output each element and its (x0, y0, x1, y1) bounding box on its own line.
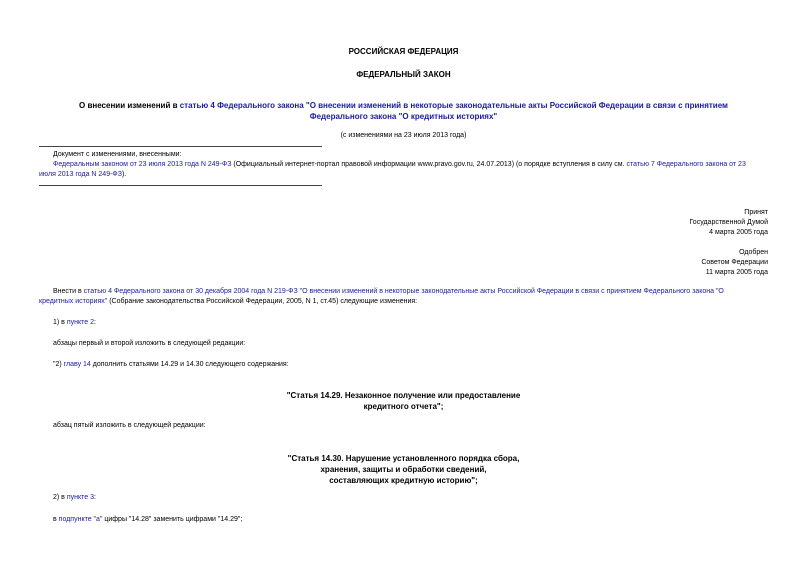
article-link[interactable]: статью 7 Федерального закона от 23 (626, 161, 746, 168)
intro-line1 (53, 287, 783, 297)
item-3 (53, 493, 96, 503)
amendment-text: (Официальный интернет-портал правовой информации www.pravo.gov.ru, 24.07.2013) (о порядке вступления в силу см. (231, 161, 627, 168)
divider-top (39, 146, 322, 147)
intro-link-line2[interactable]: кредитных историях" (39, 298, 108, 305)
changes-line1 (53, 160, 783, 170)
adopted-label: Принят (744, 209, 768, 216)
item-1-suffix: : (94, 319, 96, 326)
divider-bottom (39, 185, 322, 186)
item-3-link[interactable]: пункте 3 (66, 494, 94, 501)
item-2-prefix: "2) (53, 361, 64, 368)
item-4-suffix: цифры "14.28" заменить цифрами "14.29"; (102, 516, 243, 523)
amendment-link[interactable]: Федеральным законом от 23 июля 2013 года N 249-ФЗ (53, 161, 232, 168)
article-link-line2[interactable]: июля 2013 года N 249-ФЗ (39, 171, 122, 178)
para-5-text: абзац пятый изложить в следующей редакции: (53, 422, 206, 429)
article-1429-heading-line2: кредитного отчета"; (363, 402, 444, 411)
title-link[interactable]: статью 4 Федерального закона "О внесении изменений в некоторые законодательные акты Российской Федерации в связи с принятием (179, 101, 728, 110)
item-1-text: абзацы первый и второй изложить в следующей редакции: (53, 340, 246, 347)
changes-label: Документ с изменениями, внесенными: (53, 151, 182, 158)
item-4-prefix: в (53, 516, 59, 523)
item-1 (53, 318, 96, 328)
intro-prefix: Внести в (53, 288, 84, 295)
adopted-date: 4 марта 2005 года (709, 229, 768, 236)
approved-label: Одобрен (739, 249, 768, 256)
item-2-suffix: дополнить статьями 14.29 и 14.30 следующего содержания: (90, 361, 289, 368)
intro-suffix: (Собрание законодательства Российской Федерации, 2005, N 1, ст.45) следующие изменения: (107, 298, 418, 305)
item-4 (53, 515, 242, 525)
approved-date: 11 марта 2005 года (705, 269, 768, 276)
changes-end: ). (121, 171, 127, 178)
approved-by: Советом Федерации (701, 259, 768, 266)
item-3-prefix: 2) в (53, 494, 67, 501)
revision-note: (с изменениями на 23 июля 2013 года) (340, 132, 467, 139)
intro-line2 (39, 297, 779, 307)
doc-type-heading: ФЕДЕРАЛЬНЫЙ ЗАКОН (356, 70, 451, 79)
item-2-link[interactable]: главу 14 (63, 361, 91, 368)
country-heading: РОССИЙСКАЯ ФЕДЕРАЦИЯ (348, 47, 459, 56)
item-2 (53, 360, 289, 370)
article-1430-heading-line3: составляющих кредитную историю"; (329, 476, 478, 485)
item-1-link[interactable]: пункте 2 (66, 319, 94, 326)
article-1429-heading: "Статья 14.29. Незаконное получение или предоставление (286, 391, 521, 400)
changes-line2 (39, 170, 126, 180)
article-1430-heading: "Статья 14.30. Нарушение установленного порядка сбора, (287, 454, 520, 463)
item-1-prefix: 1) в (53, 319, 67, 326)
item-4-link[interactable]: подпункте "а" (58, 516, 103, 523)
intro-link[interactable]: статью 4 Федерального закона от 30 декабря 2004 года N 219-ФЗ "О внесении изменений в некоторые законодательные акты Российской Федерации в связи с принятием Федерального закона "О (83, 288, 724, 295)
article-1430-heading-line2: хранения, защиты и обработки сведений, (320, 465, 487, 474)
document-title (0, 100, 807, 111)
adopted-by: Государственной Думой (689, 219, 768, 226)
item-3-suffix: : (94, 494, 96, 501)
title-prefix: О внесении изменений в (79, 101, 180, 110)
title-link-line2[interactable]: Федерального закона "О кредитных историях" (309, 112, 498, 121)
